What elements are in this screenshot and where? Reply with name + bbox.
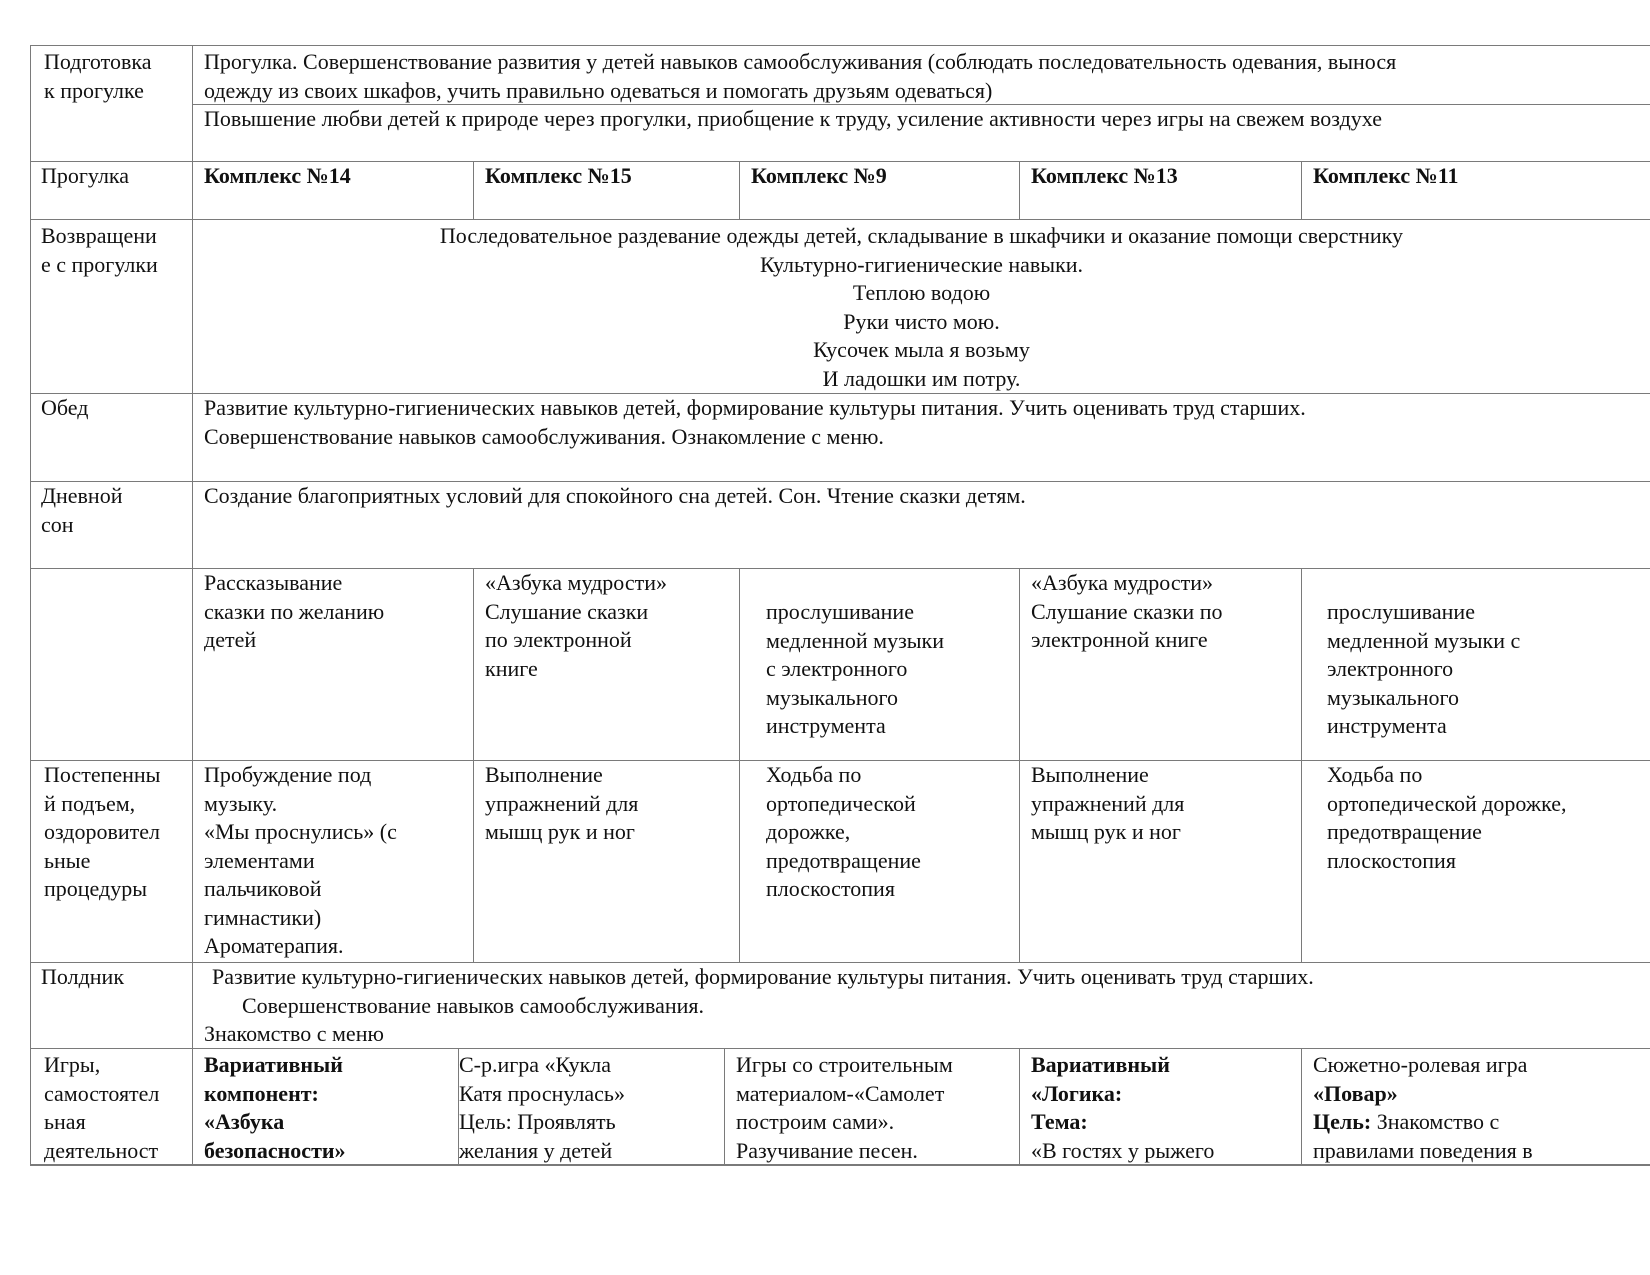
row-label-obed: Обед xyxy=(30,393,192,481)
son-activity-1: Рассказывание сказки по желанию детей xyxy=(192,568,473,760)
row-label-igry: Игры, самостоятел ьная деятельност xyxy=(30,1048,192,1165)
kompleks-cell-3: Комплекс №9 xyxy=(739,161,1019,219)
row-label-progulka: Прогулка xyxy=(30,161,192,219)
vozvrashchenie-line-6: И ладошки им потру. xyxy=(822,365,1021,391)
row-label-son: Дневной сон xyxy=(30,481,192,568)
igry-cell-5-game-name: «Повар» xyxy=(1313,1080,1398,1106)
igry-cell-5 xyxy=(1301,1048,1650,1165)
podem-activity-3: Ходьба по ортопедической дорожке, предотвращение плоскостопия xyxy=(739,760,1019,962)
kompleks-cell-5: Комплекс №11 xyxy=(1301,161,1650,219)
son-activity-5: прослушивание медленной музыки с электронного музыкального инструмента xyxy=(1301,568,1650,760)
son-activity-3: прослушивание медленной музыки с электронного музыкального инструмента xyxy=(739,568,1019,760)
igry-cell-2: С-р.игра «Кукла Катя проснулась» Цель: Проявлять желания у детей xyxy=(458,1048,724,1165)
podem-activity-1: Пробуждение под музыку. «Мы проснулись» (с элементами пальчиковой гимнастики) Ароматерапия. xyxy=(192,760,473,962)
vozvrashchenie-line-1: Последовательное раздевание одежды детей, складывание в шкафчики и оказание помощи сверстнику xyxy=(439,223,1404,248)
kompleks-cell-1: Комплекс №14 xyxy=(192,161,473,219)
igry-cell-5-goal xyxy=(1313,1108,1644,1165)
row-label-vozvrashchenie: Возвращени е с прогулки xyxy=(30,219,192,393)
vozvrashchenie-line-3: Теплою водою xyxy=(852,280,991,305)
kompleks-cell-4: Комплекс №13 xyxy=(1019,161,1301,219)
podem-activity-4: Выполнение упражнений для мышц рук и ног xyxy=(1019,760,1301,962)
row-label-podem: Постепенны й подъем, оздоровител ьные процедуры xyxy=(30,760,192,962)
podem-activity-5: Ходьба по ортопедической дорожке, предотвращение плоскостопия xyxy=(1301,760,1650,962)
vozvrashchenie-text xyxy=(192,219,1650,393)
son-text: Создание благоприятных условий для спокойного сна детей. Сон. Чтение сказки детям. xyxy=(192,481,1650,568)
table-bottom-border xyxy=(30,1164,1650,1166)
igry-cell-4-text: «В гостях у рыжего xyxy=(1031,1137,1215,1163)
row-label-podgotovka: Подготовка к прогулке xyxy=(30,45,192,161)
vozvrashchenie-line-2: Культурно-гигиенические навыки. xyxy=(759,251,1084,277)
obed-text: Развитие культурно-гигиенических навыков детей, формирование культуры питания. Учить оценивать труд старших. Совершенствование навыков самообслуживания. Ознакомление с меню. xyxy=(192,393,1650,481)
vozvrashchenie-line-4: Руки чисто мою. xyxy=(843,308,1000,334)
podgotovka-text-2: Повышение любви детей к природе через прогулки, приобщение к труду, усиление активности через игры на свежем воздухе xyxy=(192,104,1650,161)
igry-cell-3: Игры со строительным материалом-«Самолет построим сами». Разучивание песен. xyxy=(724,1048,1019,1165)
igry-cell-5-goal-text: Знакомство с правилами поведения в xyxy=(1313,1109,1533,1163)
podem-activity-2: Выполнение упражнений для мышц рук и ног xyxy=(473,760,739,962)
poldnik-line-1: Развитие культурно-гигиенических навыков детей, формирование культуры питания. Учить оценивать труд старших. xyxy=(212,964,1314,989)
vozvrashchenie-line-5: Кусочек мыла я возьму xyxy=(813,337,1030,362)
son-label-empty xyxy=(30,568,192,760)
son-activity-2: «Азбука мудрости» Слушание сказки по электронной книге xyxy=(473,568,739,760)
igry-cell-5-goal-label: Цель: xyxy=(1313,1109,1372,1134)
igry-cell-4 xyxy=(1019,1048,1301,1165)
igry-cell-4-heading: Вариативный «Логика: Тема: xyxy=(1031,1052,1170,1134)
row-label-poldnik: Полдник xyxy=(30,962,192,1048)
kompleks-cell-2: Комплекс №15 xyxy=(473,161,739,219)
igry-cell-5-title: Сюжетно-ролевая игра xyxy=(1313,1052,1528,1077)
poldnik-line-3: Знакомство с меню xyxy=(204,1021,384,1046)
poldnik-line-2: Совершенствование навыков самообслуживания. xyxy=(242,992,704,1018)
igry-cell-1: Вариативный компонент: «Азбука безопасности» xyxy=(192,1048,458,1165)
poldnik-text xyxy=(192,962,1650,1048)
son-activity-4: «Азбука мудрости» Слушание сказки по электронной книге xyxy=(1019,568,1301,760)
podgotovka-text-1: Прогулка. Совершенствование развития у детей навыков самообслуживания (соблюдать последовательность одевания, вынося одежду из своих шкафов, учить правильно одеваться и помогать друзьям одеваться) xyxy=(192,45,1650,104)
